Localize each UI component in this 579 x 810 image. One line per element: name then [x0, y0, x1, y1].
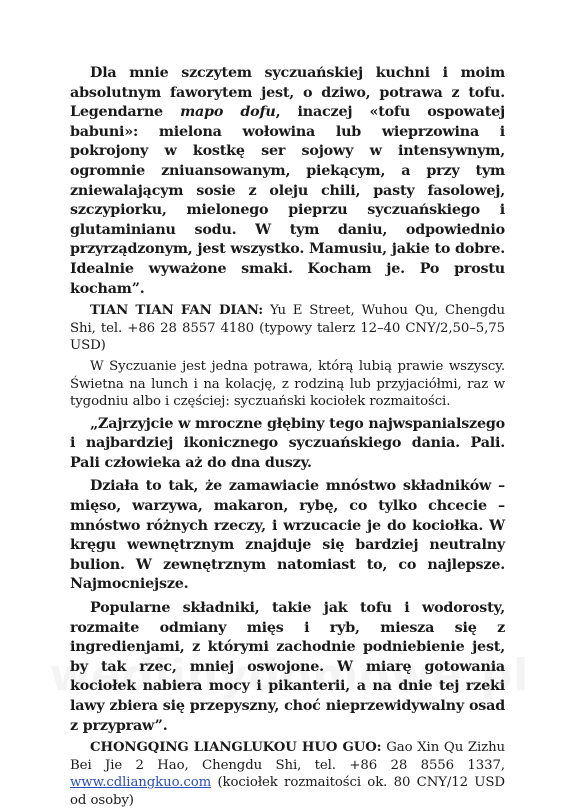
restaurant-tian-tian-details: Yu E Street, Wuhou Qu, Chengdu Shi, tel. +86 28 8557 4180 (typowy talerz 12–40 CNY/2,50–5,75 USD) — [70, 303, 506, 354]
quote-mapo-dofu-part2: , inaczej «tofu ospowatej babuni»: mielona wołowina lub wieprzowina i pokrojony w kostkę ser sojowy w intensywnym, ogromnie zniuansowanym, piekącym, a przy tym zniewalającym sosie z oleju chili, pasty fasolowej, szczypiorku, mielonego pieprzu syczuańskiego i glutaminianu sodu. W tym daniu, odpowiednio przyrządzonym, jest wszystko. Mamusiu, jakie to dobre. Idealnie wyważone smaki. Kocham je. Po prostu kocham”. — [70, 104, 505, 297]
quote-mapo-dofu-part1: Dla mnie szczytem syczuańskiej kuchni i moim absolutnym faworytem jest, o dziwo, potrawa z tofu. Legendarne — [70, 65, 505, 121]
quote-hotpot-p1: „Zajrzyjcie w mroczne głębiny tego najwspanialszego i najbardziej ikonicznego syczuańskiego dania. Pali. Pali człowieka aż do dna duszy. — [70, 415, 505, 471]
quote-hotpot-p2: Działa to tak, że zamawiacie mnóstwo składników – mięso, warzywa, makaron, rybę, co tylko chcecie – mnóstwo różnych rzeczy, i wrzucacie je do kociołka. W kręgu wewnętrznym znajduje się bardziej neutralny bulion. W zewnętrznym natomiast to, co najlepsze. Najmocniejsze. — [70, 478, 505, 593]
mapo-dofu-term: mapo dofu — [180, 104, 276, 121]
quote-hotpot-p3: Popularne składniki, takie jak tofu i wodorosty, rozmaite odmiany mięs i ryb, miesza się z ingredienjami, z którymi zachodnie podniebienie jest, by tak rzec, mniej oswojone. W miarę gotowania kociołek nabiera mocy i pikanterii, a na dnie tej rzeki lawy zbiera się przepyszny, choć nieprzewidywalny osad z przypraw”. — [70, 600, 505, 734]
restaurant-chongqing-name: CHONGQING LIANGLUKOU HUO GUO: — [90, 740, 382, 756]
quote-mapo-dofu — [70, 64, 505, 299]
restaurant-chongqing-link[interactable]: www.cdliangkuo.com — [70, 775, 212, 791]
restaurant-chongqing-details: Gao Xin Qu Zizhu Bei Jie 2 Hao, Chengdu Shi, tel. +86 28 8556 1337, — [70, 740, 506, 773]
restaurant-tian-tian — [70, 302, 505, 355]
hotpot-intro: W Syczuanie jest jedna potrawa, którą lubią prawie wszyscy. Świetna na lunch i na kolację, z rodziną lub przyjaciółmi, raz w tygodniu albo i częściej: syczuański kociołek rozmaitości. — [70, 358, 505, 410]
restaurant-chongqing-after: (kociołek rozmaitości ok. 80 CNY/12 USD od osoby) — [70, 775, 505, 808]
page-body — [70, 64, 505, 810]
restaurant-tian-tian-name: TIAN TIAN FAN DIAN: — [90, 303, 264, 319]
